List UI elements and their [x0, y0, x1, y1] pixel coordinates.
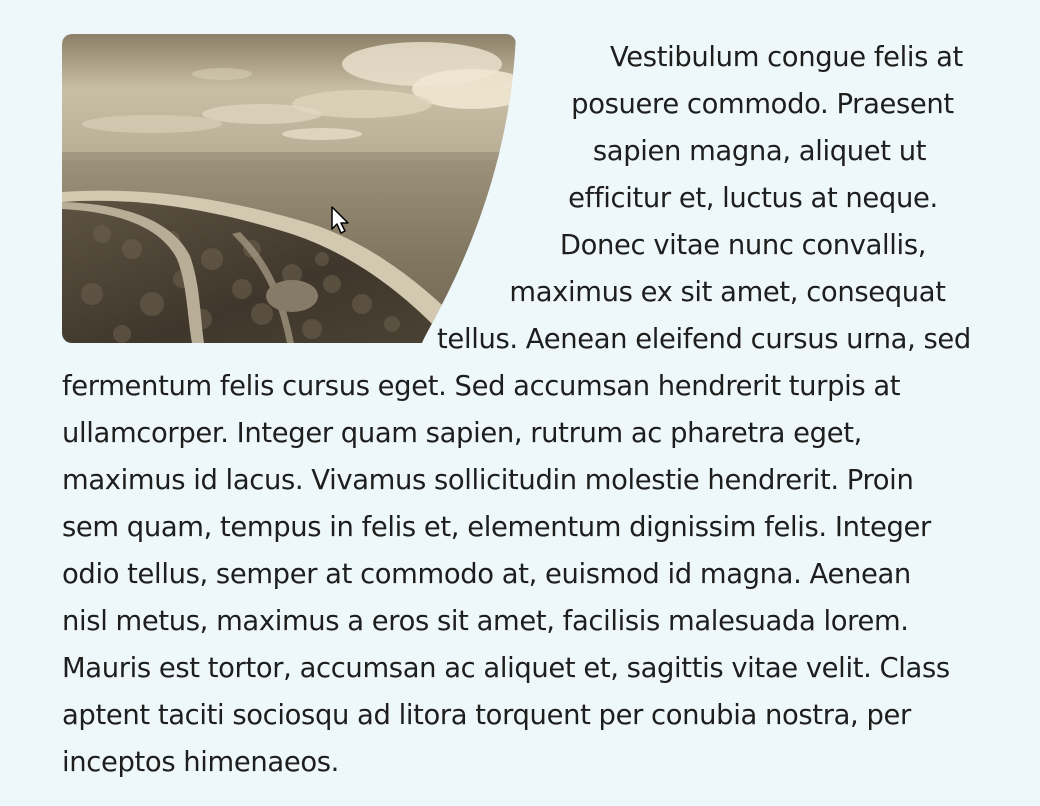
text-line: odio tellus, semper at commodo at, euismod id magna. Aenean — [62, 559, 911, 590]
text-line: nisl metus, maximus a eros sit amet, facilisis malesuada lorem. — [62, 606, 909, 637]
paragraph-rest — [62, 363, 978, 786]
floated-image — [62, 34, 516, 343]
text-line: Donec vitae nunc convallis, — [559, 230, 927, 261]
mouse-pointer-icon — [331, 206, 351, 236]
text-line: sem quam, tempus in felis et, elementum dignissim felis. Integer — [62, 512, 931, 543]
text-line: maximus ex sit amet, consequat — [509, 277, 946, 308]
aerial-beach-photo — [62, 34, 516, 343]
text-line: posuere commodo. Praesent — [571, 89, 954, 120]
text-line: efficitur et, luctus at neque. — [568, 183, 938, 214]
text-line: fermentum felis cursus eget. Sed accumsan hendrerit turpis at — [62, 371, 901, 402]
text-line: maximus id lacus. Vivamus sollicitudin molestie hendrerit. Proin — [62, 465, 914, 496]
text-line: ullamcorper. Integer quam sapien, rutrum ac pharetra eget, — [62, 418, 862, 449]
text-line: inceptos himenaeos. — [62, 747, 340, 778]
text-line: sapien magna, aliquet ut — [592, 136, 927, 167]
text-line: Mauris est tortor, accumsan ac aliquet et, sagittis vitae velit. Class — [62, 653, 950, 684]
text-line: Vestibulum congue felis at — [610, 42, 963, 73]
text-line: aptent taciti sociosqu ad litora torquent per conubia nostra, per — [62, 700, 911, 731]
text-line: tellus. Aenean eleifend cursus urna, sed — [437, 324, 971, 355]
